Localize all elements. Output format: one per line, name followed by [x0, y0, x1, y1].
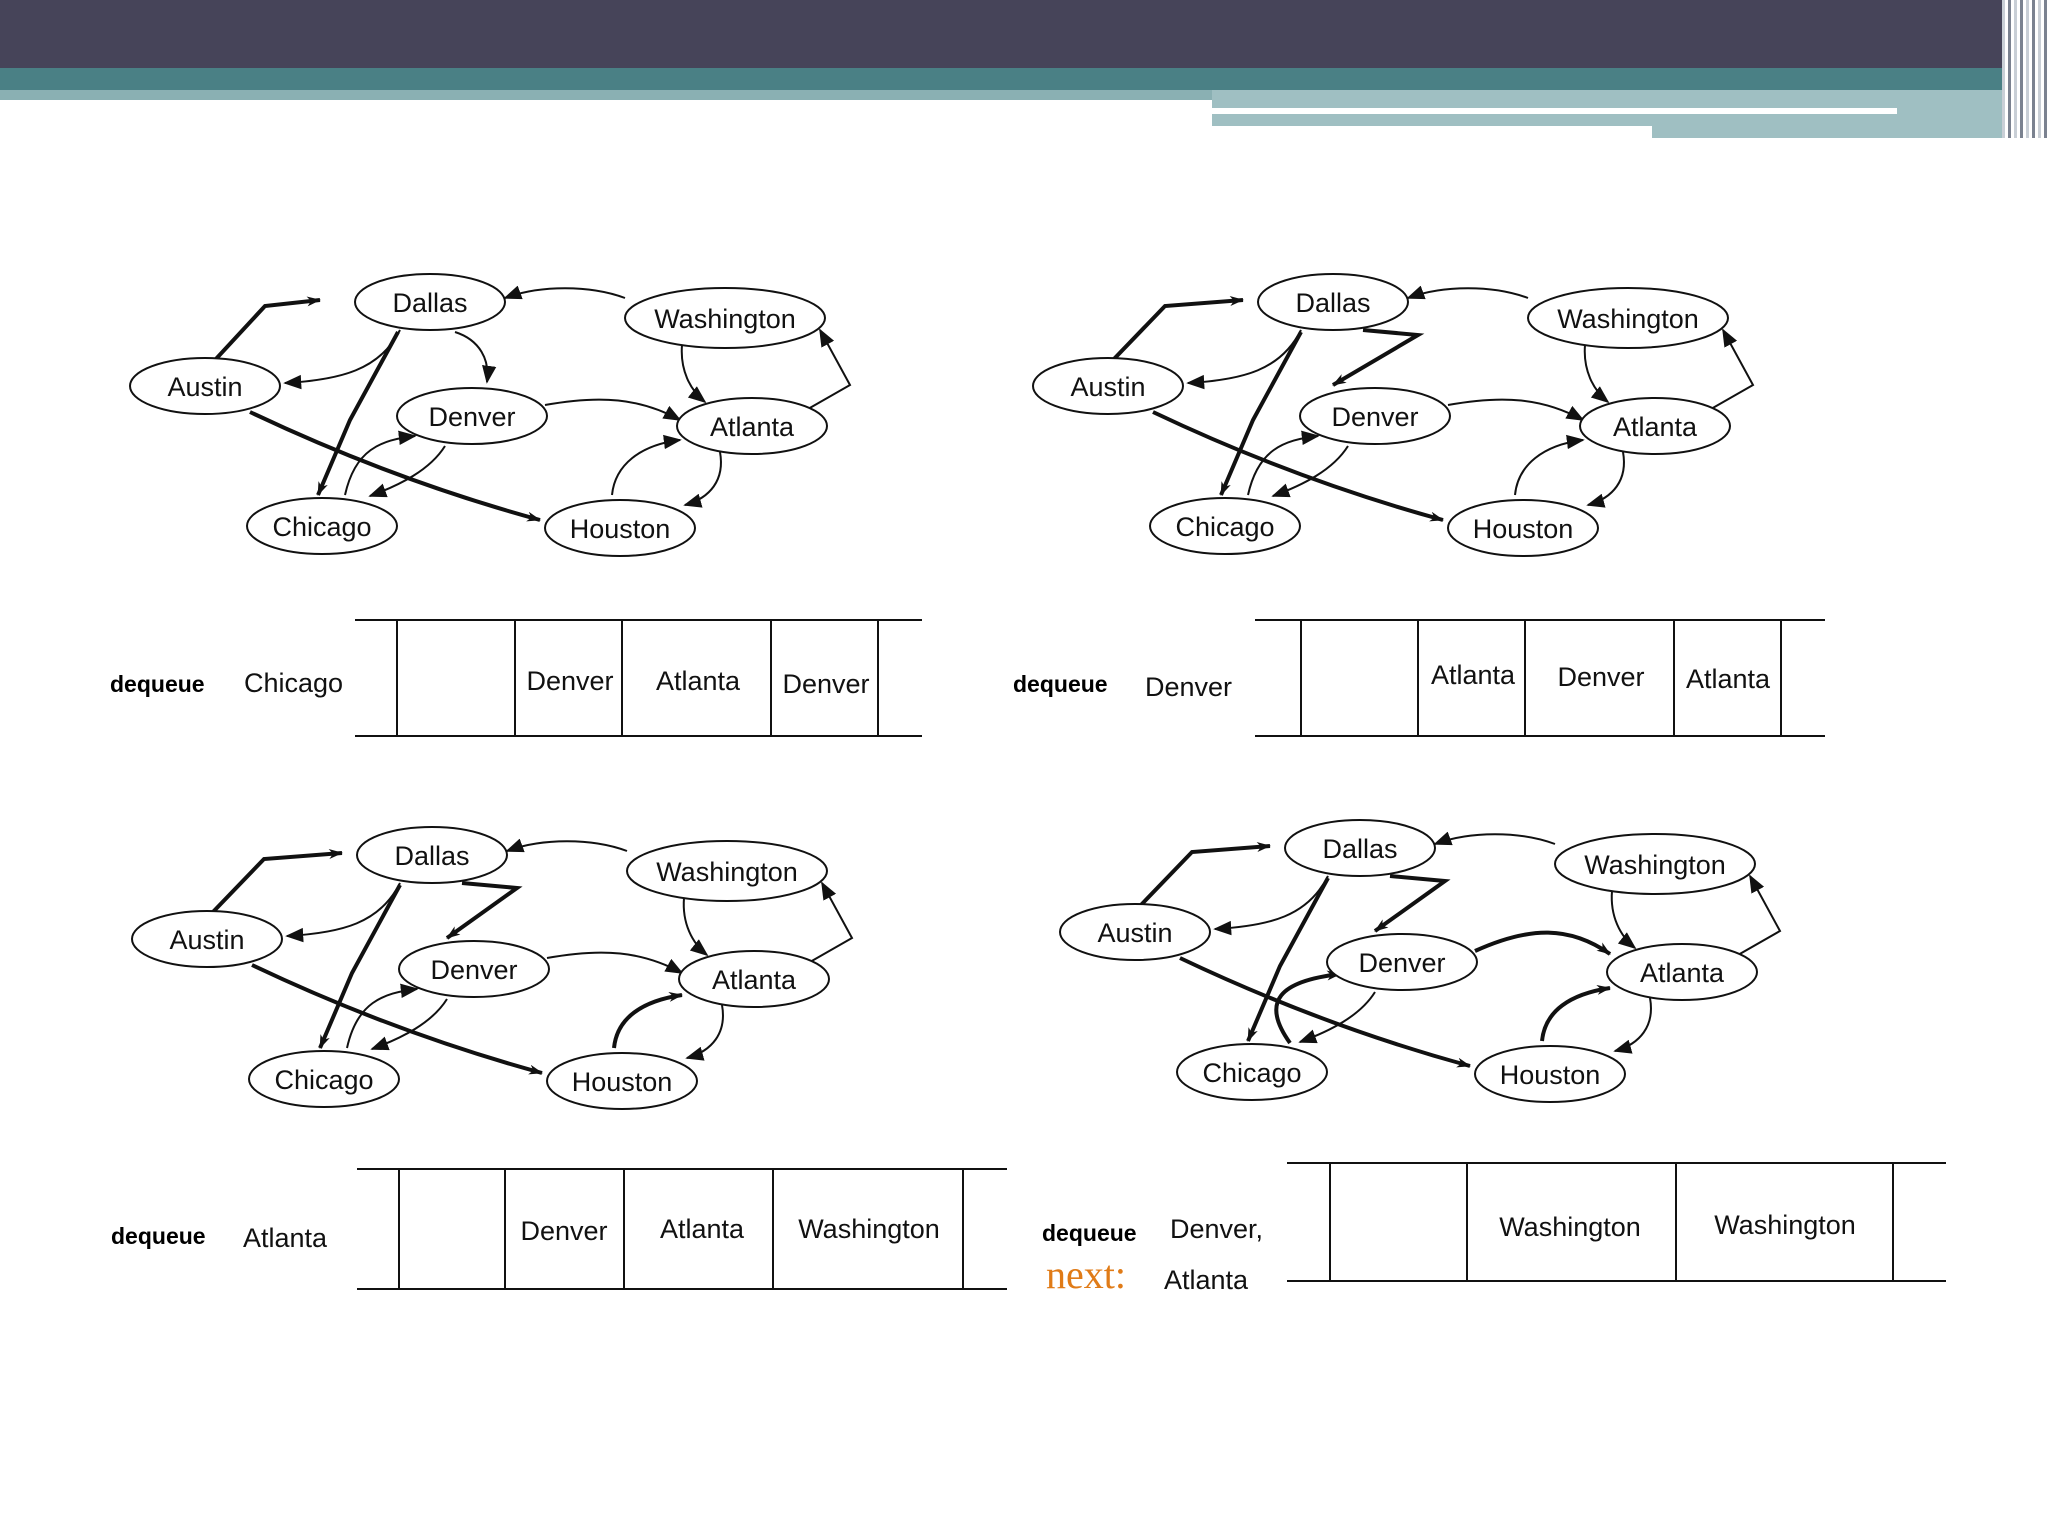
queue-cell: Denver [520, 1216, 608, 1246]
panel-4 [1042, 820, 1946, 1297]
node-austin [1033, 358, 1183, 414]
svg-text:Houston: Houston [569, 514, 671, 544]
svg-text:Austin: Austin [1097, 918, 1173, 948]
dequeue-label: dequeue [1042, 1220, 1137, 1246]
next-label: next: [1046, 1252, 1126, 1297]
queue-cell: Denver [782, 669, 870, 699]
node-dallas [1285, 820, 1435, 876]
node-dallas [357, 827, 507, 883]
node-denver [1327, 934, 1477, 990]
panel-3 [111, 827, 1007, 1289]
node-denver [397, 388, 547, 444]
node-austin [130, 358, 280, 414]
dequeue-label: dequeue [1013, 671, 1108, 697]
node-denver [399, 941, 549, 997]
node-washington [1528, 288, 1728, 348]
svg-text:Washington: Washington [656, 857, 798, 887]
queue-cell: Washington [798, 1214, 940, 1244]
graph-nodes [132, 827, 829, 1109]
svg-text:Denver: Denver [1331, 402, 1419, 432]
svg-text:Houston: Houston [571, 1067, 673, 1097]
graph-nodes [130, 274, 827, 556]
svg-text:Washington: Washington [654, 304, 796, 334]
graph-nodes [1060, 820, 1757, 1102]
dequeue-city: Denver, [1170, 1214, 1264, 1244]
panel-2 [1013, 274, 1825, 736]
node-washington [1555, 834, 1755, 894]
queue-cell: Atlanta [1685, 664, 1771, 694]
svg-text:Austin: Austin [169, 925, 245, 955]
svg-text:Chicago: Chicago [1175, 512, 1275, 542]
node-houston [547, 1053, 697, 1109]
svg-text:Atlanta: Atlanta [1612, 412, 1698, 442]
queue-cell: Atlanta [659, 1214, 745, 1244]
queue-cell: Washington [1499, 1212, 1641, 1242]
node-chicago [1177, 1044, 1327, 1100]
node-atlanta [1607, 944, 1757, 1000]
panel-1 [110, 274, 922, 736]
dequeue-city: Chicago [244, 668, 344, 698]
svg-text:Dallas: Dallas [1322, 834, 1398, 864]
dequeue-city: Atlanta [243, 1223, 328, 1253]
node-atlanta [1580, 398, 1730, 454]
node-chicago [1150, 498, 1300, 554]
queue-cell: Denver [1557, 662, 1645, 692]
svg-text:Austin: Austin [1070, 372, 1146, 402]
svg-text:Houston: Houston [1472, 514, 1574, 544]
svg-text:Chicago: Chicago [274, 1065, 374, 1095]
node-chicago [249, 1051, 399, 1107]
svg-text:Washington: Washington [1584, 850, 1726, 880]
svg-text:Dallas: Dallas [394, 841, 470, 871]
dequeue-city: Denver [1145, 672, 1233, 702]
svg-text:Denver: Denver [1358, 948, 1446, 978]
queue-cell: Denver [526, 666, 614, 696]
svg-text:Dallas: Dallas [1295, 288, 1371, 318]
svg-text:Washington: Washington [1557, 304, 1699, 334]
node-washington [625, 288, 825, 348]
node-dallas [355, 274, 505, 330]
node-austin [132, 911, 282, 967]
svg-text:Dallas: Dallas [392, 288, 468, 318]
next-city: Atlanta [1164, 1265, 1249, 1295]
dequeue-label: dequeue [111, 1223, 206, 1249]
svg-text:Denver: Denver [428, 402, 516, 432]
node-denver [1300, 388, 1450, 444]
node-houston [1448, 500, 1598, 556]
svg-text:Atlanta: Atlanta [711, 965, 797, 995]
svg-text:Atlanta: Atlanta [709, 412, 795, 442]
dequeue-label: dequeue [110, 671, 205, 697]
queue-cell: Washington [1714, 1210, 1856, 1240]
node-austin [1060, 904, 1210, 960]
node-atlanta [677, 398, 827, 454]
node-chicago [247, 498, 397, 554]
svg-text:Atlanta: Atlanta [1639, 958, 1725, 988]
svg-text:Chicago: Chicago [1202, 1058, 1302, 1088]
svg-text:Houston: Houston [1499, 1060, 1601, 1090]
node-houston [1475, 1046, 1625, 1102]
node-atlanta [679, 951, 829, 1007]
node-washington [627, 841, 827, 901]
node-dallas [1258, 274, 1408, 330]
svg-text:Austin: Austin [167, 372, 243, 402]
svg-text:Chicago: Chicago [272, 512, 372, 542]
node-houston [545, 500, 695, 556]
graph-nodes [1033, 274, 1730, 556]
svg-text:Denver: Denver [430, 955, 518, 985]
queue-cell: Atlanta [1430, 660, 1516, 690]
queue-cell: Atlanta [655, 666, 741, 696]
